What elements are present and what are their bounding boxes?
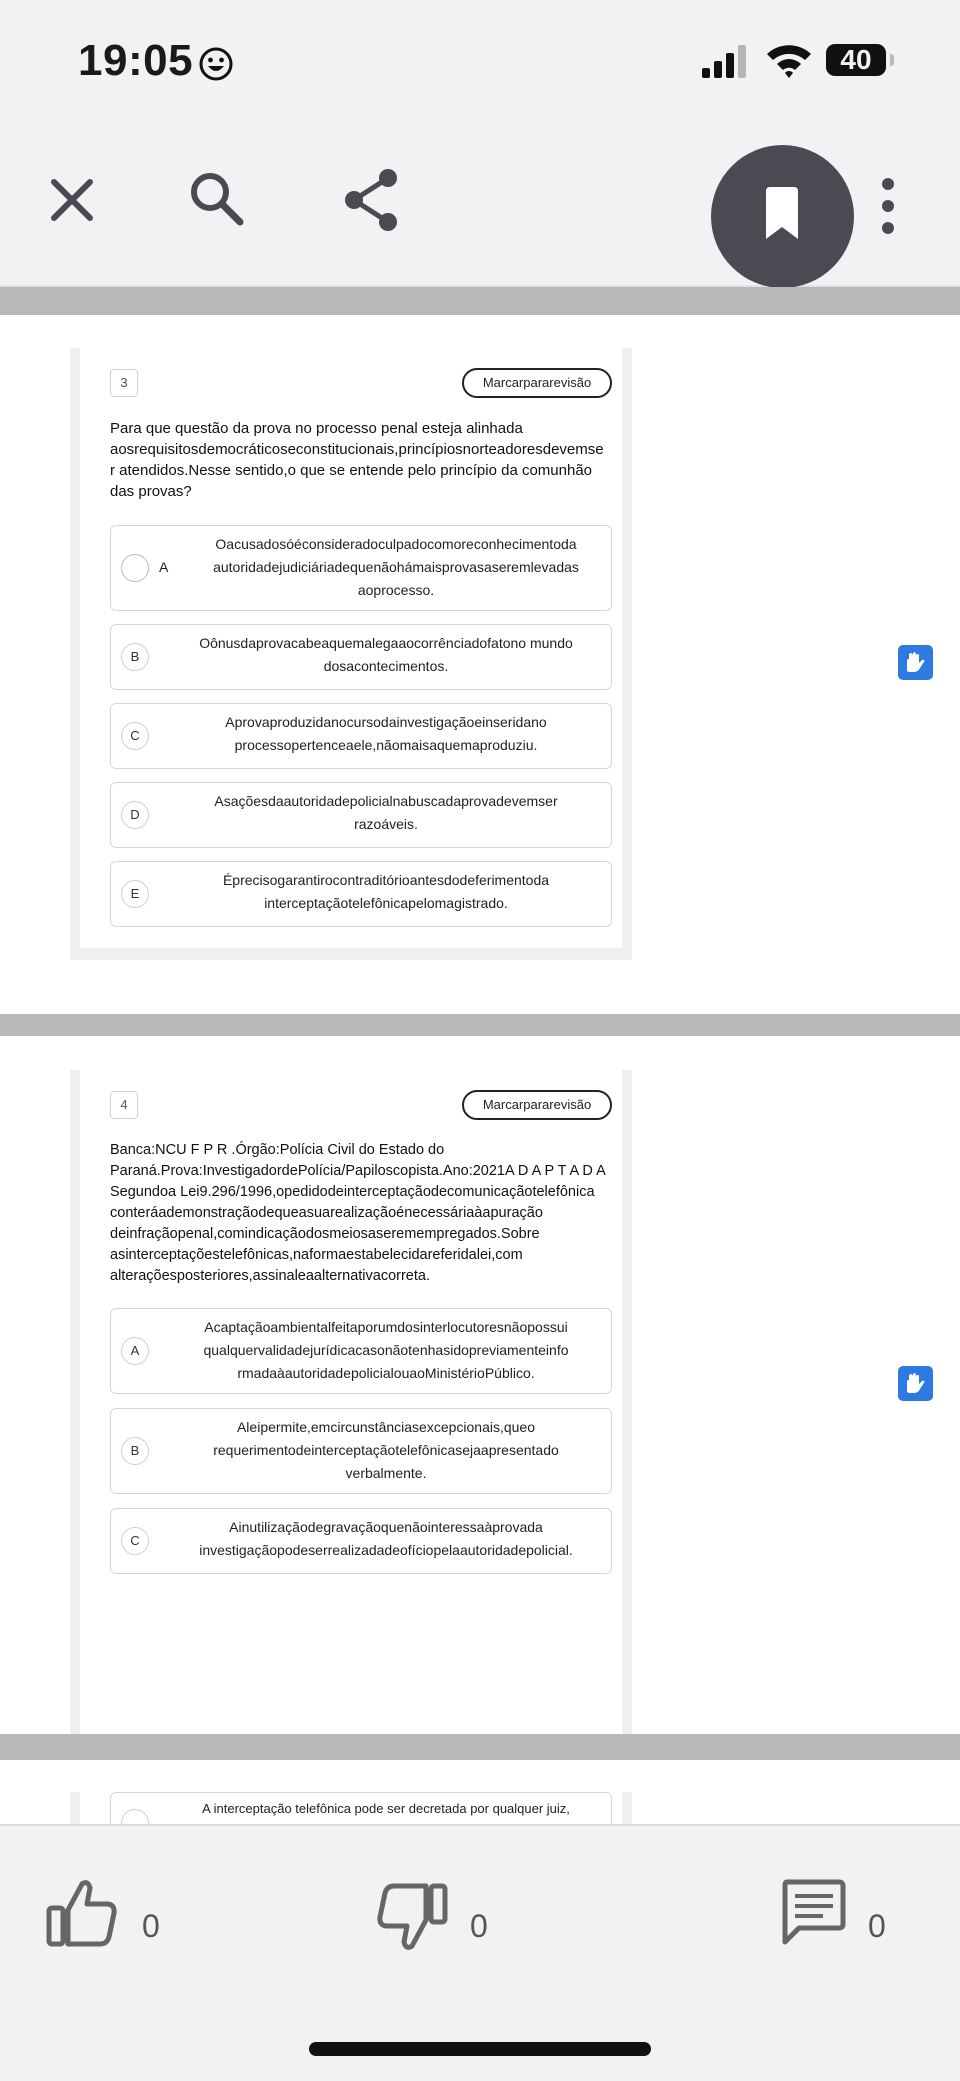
option-d[interactable] — [110, 1792, 612, 1824]
page-separator — [0, 287, 960, 315]
question-card-frame — [70, 348, 632, 960]
option-text: Ainutilizaçãodegravaçãoquenãointeressaàprovada investigaçãopodeserrealizadadeofíciopelaautoridadepolicial. — [199, 1519, 573, 1558]
question-number: 3 — [110, 369, 138, 397]
option-text: Acaptaçãoambientalfeitaporumdosinterlocutoresnãopossui qualquervalidadejurídicacasonãotenhasidopreviamenteinfo rmadaàautoridadepolicialouaoMinistérioPúblico. — [203, 1319, 569, 1381]
share-icon[interactable] — [342, 168, 402, 232]
page-separator — [0, 1014, 960, 1036]
comment-icon[interactable] — [779, 1878, 847, 1946]
sign-language-button[interactable] — [898, 1366, 933, 1401]
mark-for-review-button[interactable]: Marcarpararevisão — [462, 368, 612, 398]
battery-tip — [890, 54, 894, 66]
question-card — [80, 1792, 622, 1824]
thumbs-down-icon[interactable] — [376, 1882, 448, 1952]
question-card-frame — [70, 1070, 632, 1734]
option-radio[interactable] — [121, 554, 149, 582]
reader-toolbar — [0, 110, 960, 287]
option-text: Aprovaproduzidanocursodainvestigaçãoeinseridano processopertenceaele,nãomaisaquemaproduziu. — [225, 714, 547, 753]
question-text: Para que questão da prova no processo penal esteja alinhada aosrequisitosdemocráticoseconstitucionais,princípiosnorteadoresdevemse r atendidos.Nesse sentido,o que se entende pelo princípio da comunhão das provas? — [110, 420, 604, 500]
option-text: A interceptação telefônica pode ser decretada por qualquer juiz, — [202, 1801, 570, 1816]
more-vertical-icon[interactable] — [876, 176, 900, 236]
option-c[interactable] — [110, 1508, 612, 1574]
thumbs-up-icon[interactable] — [46, 1878, 118, 1948]
status-bar — [0, 0, 960, 110]
question-card — [80, 1070, 622, 1734]
option-radio[interactable]: C — [121, 1527, 149, 1555]
option-radio[interactable]: C — [121, 722, 149, 750]
option-e[interactable] — [110, 861, 612, 927]
option-b[interactable] — [110, 624, 612, 690]
cellular-signal-icon — [700, 44, 750, 78]
question-number: 4 — [110, 1091, 138, 1119]
option-radio[interactable]: D — [121, 801, 149, 829]
status-time: 19:05 — [78, 36, 194, 85]
bottom-action-bar — [0, 1824, 960, 2081]
page-separator — [0, 1734, 960, 1760]
battery-indicator: 40 — [826, 44, 886, 76]
option-text: Éprecisogarantirocontraditórioantesdodeferimentoda interceptaçãotelefônicapelomagistrado. — [222, 872, 550, 911]
sign-language-icon — [903, 1371, 928, 1396]
question-card — [80, 348, 622, 948]
comment-count: 0 — [868, 1908, 886, 1944]
bookmark-icon — [762, 187, 802, 241]
sign-language-button[interactable] — [898, 645, 933, 680]
dislike-count: 0 — [470, 1908, 488, 1944]
option-radio[interactable]: A — [121, 1337, 149, 1365]
bookmark-button[interactable] — [711, 145, 854, 288]
smiley-icon — [198, 46, 234, 82]
question-card-frame — [70, 1792, 632, 1824]
close-icon[interactable] — [50, 178, 94, 222]
option-a[interactable] — [110, 525, 612, 611]
document-page — [0, 315, 960, 1014]
document-page — [0, 1760, 960, 1824]
question-text: Banca:NCU F P R .Órgão:Polícia Civil do Estado do Paraná.Prova:InvestigadordePolícia/Papiloscopista.Ano:2021A D A P T A D A Segundoa Lei9.296/1996,opedidodeinterceptaçãodecomunicaçãotelefônica conteráademonstraçãodequeasuarealizaçãoénecessáriaàapuração deinfraçãopenal,comindicaçãodosmeiosaseremempregados.Sobre asinterceptaçõestelefônicas,naformaestabelecidareferidalei,com alteraçõesposteriores,assinaleaalternativacorreta. — [110, 1142, 605, 1284]
document-page — [0, 1036, 960, 1734]
option-radio[interactable]: B — [121, 1437, 149, 1465]
option-d[interactable] — [110, 782, 612, 848]
option-radio[interactable]: E — [121, 880, 149, 908]
option-text: Oacusadosóéconsideradoculpadocomoreconhecimentoda autoridadejudiciáriadequenãohámaisprovasaseremlevadas aoprocesso. — [213, 536, 579, 598]
option-text: Asaçõesdaautoridadepolicialnabuscadaprovadevemser razoáveis. — [214, 793, 558, 832]
option-radio[interactable]: B — [121, 643, 149, 671]
option-radio[interactable] — [121, 1809, 149, 1824]
mark-for-review-button[interactable]: Marcarpararevisão — [462, 1090, 612, 1120]
option-text: Aleipermite,emcircunstânciasexcepcionais,queo requerimentodeinterceptaçãotelefônicasejaapresentado verbalmente. — [213, 1419, 559, 1481]
option-c[interactable] — [110, 703, 612, 769]
sign-language-icon — [903, 650, 928, 675]
search-icon[interactable] — [188, 170, 244, 226]
wifi-icon — [765, 42, 813, 78]
option-letter: A — [159, 559, 169, 575]
like-count: 0 — [142, 1908, 160, 1944]
option-text: Oônusdaprovacabeaquemalegaaocorrênciadofatono mundo dosacontecimentos. — [199, 635, 573, 674]
option-b[interactable] — [110, 1408, 612, 1494]
home-indicator[interactable] — [309, 2042, 651, 2056]
option-a[interactable] — [110, 1308, 612, 1394]
